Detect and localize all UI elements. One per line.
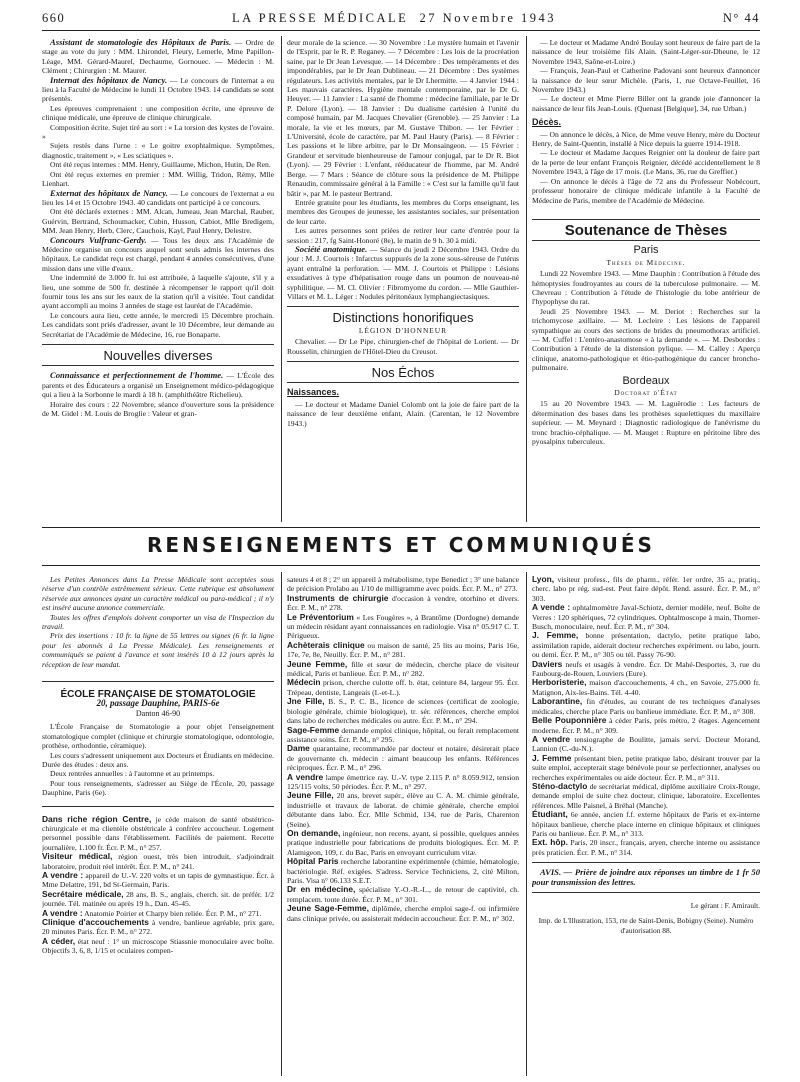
classified-ad	[42, 815, 274, 853]
paragraph: Les épreuves comprenaient : une composition écrite, une épreuve de clinique médicale, une épreuve de clinique chirurgicale.	[42, 103, 274, 123]
classified-ad	[287, 697, 519, 725]
printer-imprint: Imp. de L'Illustration, 153, rte de Saint-Denis, Bobigny (Seine). Numéro d'autorisation 88.	[538, 916, 754, 935]
classified-ad	[287, 791, 519, 829]
classified-ad-text: fin d'études, au courant de tes techniques d'analyses médicales, cherche place Paris ou banlieue immédiate. Écr. P. M., n° 308.	[532, 697, 760, 716]
paragraph: — Le docteur et Mme Pierre Biller ont la grande joie d'annoncer la naissance de leur fils Jean-Louis. (Quenast [Belgique], 34, rue Urban.)	[532, 94, 760, 113]
classified-ad-keyword: Médecin	[287, 677, 321, 688]
classified-ad-text: visiteur profess., fils de pharm., référ. 1er ordre, 35 a., pratiq., cherc. labo pr rég. sud-est. Peut faire dépôt. Rend. assuré. Écr. P. M., n° 303.	[532, 575, 760, 603]
paragraph: Les autres personnes sont priées de retirer leur carte d'entrée pour la session : 217, fg Saint-Honoré (8e), le matin de 9 h. 30 à midi.	[287, 226, 519, 245]
classified-ad-keyword: Dame	[287, 743, 310, 754]
subheading-legion: LÉGION D'HONNEUR	[358, 325, 448, 335]
column-2	[287, 38, 519, 522]
classified-ad-keyword: J. Femme,	[532, 630, 579, 641]
classified-ad-keyword: Dans riche région Centre,	[42, 813, 152, 824]
publisher-manager: Le gérant : F. Amirault.	[690, 901, 760, 910]
divider	[532, 862, 760, 863]
classified-ad-keyword: Hôpital Paris	[287, 856, 339, 867]
paragraph: Prix des insertions : 10 fr. la ligne de 55 lettres ou signes (6 fr. la ligne pour les abonnés à La Presse Médicale). Les renseignements et communiqués se paient à l'avance et sont insérés 10 à 12 jours après la réception de leur mandat.	[42, 631, 274, 669]
banner-rule-top	[42, 527, 760, 528]
paragraph: 15 au 20 Novembre 1943. — M. Laguërodie : Les facteurs de détermination des bases dans les prothèses squelettiques du maxillaire supérieur. — M. Meynard : Diagnostic radiologique de l'anévrisme du tronc brachio-céphalique. — M. Mauget : Rupture en péritoine libre des pyosalpinx tuberculeux.	[532, 399, 760, 447]
classified-ad-keyword: Étudiant,	[532, 809, 568, 820]
classified-ad-text: Anatomie Poirier et Charpy bien reliée. Écr. P. M., n° 271.	[82, 908, 262, 918]
classified-ad	[532, 631, 760, 659]
paragraph: Concours Vulfranc-Gerdy. — Tous les deux ans l'Académie de Médecine organise un concours auquel sont seuls admis les internes des hôpitaux. Le candidat reçu est chargé, pendant 4 années consécutives, d'une mission dans une ville d'eaux.	[42, 234, 274, 273]
classified-ad-text: spécialiste Y.-O.-R.-L., de retour de captivité, ch. remplacem. toute durée. Écr. P. M., n° 301.	[287, 885, 519, 904]
paragraph: Connaissance et perfectionnement de l'homme. — L'École des parents et des Éducateurs a organisé un Enseignement médico-pédagogique qui a lieu à la Sorbonne le mardi à 18 h. (amphithéâtre Richelieu).	[42, 370, 274, 400]
classified-ad	[532, 575, 760, 603]
banner-rule-bottom	[42, 565, 760, 566]
subheading-deces: Décès.	[532, 117, 562, 128]
classified-ad-text: ou maison de santé, 25 lits au moins, Paris 16e, 17e, 7e, 8e, Neuilly. Écr. P. M., n° 281.	[287, 640, 519, 660]
classified-ad-keyword: Lyon,	[532, 575, 555, 584]
classified-ad	[287, 829, 519, 857]
classified-ad-keyword: Sténo-dactylo	[532, 780, 588, 791]
page-header	[42, 8, 760, 28]
divider	[42, 806, 274, 807]
school-address: 20, passage Dauphine, PARIS-6e	[96, 698, 220, 709]
classified-ad	[287, 613, 519, 641]
paragraph: Les cours s'adressent uniquement aux Docteurs et Étudiants en médecine. Durée des études : deux ans.	[42, 750, 274, 769]
classified-ad	[532, 810, 760, 838]
divider	[532, 240, 760, 241]
classified-ad	[532, 660, 760, 679]
journal-title: LA PRESSE MÉDICALE 27 Novembre 1943	[232, 10, 557, 25]
classified-ad-keyword: A vendre	[532, 733, 571, 744]
classified-ad-text: diplômée, cherche emploi sage-f. ou infirmière dans clinique privée, ou assisterait médecin accoucheur. Écr. P. M., n° 302.	[287, 904, 519, 923]
classified-ad-text: état neuf : 1° un microscope Stiassnie monoculaire avec boîte. Objectifs 3, 6, 8, 1/15 et oculaires compen-	[42, 936, 274, 956]
paragraph: — On annonce le décès à l'âge de 72 ans du Professeur Nobécourt, professeur honoraire de clinique médicale infantile à la Faculté de Médecine de Paris, membre de l'Académie de Médecine.	[532, 176, 760, 205]
classified-ad-text: ingénieur, non recens. ayant, si possible, quelques années pratique industrielle pour fabrications de produits biologiques. Écr. M. P. Alamigeon, 109, r. du Bac, Paris en envoyant curriculum vitæ.	[287, 828, 519, 857]
classified-ad	[42, 871, 274, 890]
divider	[42, 365, 274, 366]
classified-ad-text: B. S., P. C. B., licence de sciences (certificat de zoologie, biologie générale, chimie biologique), tr. sér. références, cherche emploi dans labo de recherches médicales ou autre. Écr. P. M., n° 294.	[287, 697, 519, 726]
classified-ad-keyword: A vende :	[532, 602, 571, 613]
divider	[287, 306, 519, 307]
column-divider	[526, 572, 527, 1076]
paragraph: Ont été reçus externes en premier : MM. Willig, Tridon, Rémy, Mlle Lienhart.	[42, 169, 274, 189]
paragraph: Sujets restés dans l'urne : « Le goitre exophtalmique. Symptômes, diagnostic, traitement », « Les sciatiques ».	[42, 141, 274, 160]
classified-ad-keyword: A vendre :	[42, 907, 83, 918]
divider	[287, 382, 519, 383]
divider	[532, 892, 760, 893]
classified-ad	[532, 838, 760, 857]
classified-ad-text: neufs et usagés à vendre. Écr. Dr Mahé-Desportes, 3, rue du Faubourg-de-Rouen, Louviers (Eure).	[532, 659, 760, 679]
classified-ad-text: appareil de U.-V. 220 volts et un tapis de gymnastique. Écr. à Mme Delattre, 191, bd St-Germain, Paris.	[42, 870, 274, 890]
paragraph: Société anatomique. — Séance du jeudi 2 Décembre 1943. Ordre du jour : M. J. Courtois : Infarctus suppurés de la zone sous-séreuse de l'utérus ayant entraîné la perforation. — MM. J. Courtois et Philippe : Lésions exsudatives à type d'hépatisation rouge dans un poumon de nouveau-né syphilitique. — M. Cl. Olivier : Fibromyome du cordon. — Mlle Gauthier-Villars et M. L. Léger : Nodules péritonéaux lymphangiectasiques.	[287, 243, 519, 301]
classified-list	[42, 815, 274, 956]
classified-ad-text: prison, cherche culotte off. b. état, ceinture 84, largeur 95. Écr. Trépeau, dentiste, Langeais (I.-et-L.).	[287, 678, 519, 697]
paragraph: Deux rentrées annuelles : à l'automne et au printemps.	[50, 769, 215, 779]
issue-number: N° 44	[722, 10, 760, 25]
classified-ad-text: présentant bien, petite pratique labo, désirant trouver par la suite emploi, accepterait stage bénévole pour se perfectionner, analyses ou recherches expérimentales ou aide docteur. Écr. P. M., n° 311.	[532, 753, 760, 782]
divider	[42, 681, 274, 682]
classified-ad	[287, 744, 519, 772]
classified-ad	[287, 641, 519, 660]
classified-ad-text: à vendre, banlieue agréable, prix gare, 20 minutes Paris. Écr. P. M., n° 272.	[42, 918, 274, 937]
classified-ad	[42, 890, 274, 909]
classified-ad-keyword: Secrétaire médicale,	[42, 888, 124, 899]
classified-ad-keyword: J. Femme	[532, 752, 572, 763]
paragraph: Le concours aura lieu, cette année, le mercredi 15 Décembre prochain. Les candidats sont priés d'adresser, avant le 10 Décembre, leur demande au Secrétariat de l'Académie de Médecine, 16, rue Bonaparte.	[42, 310, 274, 339]
classified-ad-keyword: Belle Pouponnière	[532, 715, 607, 726]
school-name: ÉCOLE FRANÇAISE DE STOMATOLOGIE	[60, 689, 256, 701]
classified-ad	[532, 697, 760, 716]
paragraph: Internat des hôpitaux de Nancy. — Le concours de l'internat a eu lieu à la Faculté de Médecine le lundi 11 Octobre 1943. 14 candidats se sont présentés.	[42, 74, 274, 104]
column-divider	[526, 36, 527, 522]
divider	[532, 219, 760, 220]
classified-ad-text: maison d'accouchements, 4 ch., en Savoie, 275.000 fr. Matignon, Aix-les-Bains. Tél. 4-40.	[532, 678, 760, 697]
column-divider	[281, 36, 282, 522]
classified-ad-text: de secrétariat médical, diplôme auxiliaire Croix-Rouge, demande emploi de suite chez docteur, clinique, laboratoire. Excellentes références. Mlle Paisnel, à Bréhal (Manche).	[532, 781, 760, 810]
classified-ad	[287, 904, 519, 923]
paragraph: Chevalier. — Dr Le Pipe, chirurgien-chef de l'hôpital de Lorient. — Dr Rousselin, chirurgien de l'Hôtel-Dieu du Creusot.	[287, 337, 519, 356]
classified-ad-keyword: A vendre :	[42, 869, 84, 880]
subheading-doctorat: Doctorat d'État	[614, 388, 678, 397]
paragraph: Composition écrite. Sujet tiré au sort : « La torsion des kystes de l'ovaire. »	[42, 122, 274, 142]
paragraph: — François, Jean-Paul et Catherine Padovani sont heureux d'annoncer la naissance de leur sœur Michèle. (Paris, 1, rue Octave-Feuillet, 16 Novembre 1943.)	[532, 66, 760, 95]
section-heading-echos: Nos Échos	[371, 365, 435, 380]
paragraph: — Le docteur et Madame Jacques Reignier ont la douleur de faire part de la perte de leur enfant François Reignier, décédé accidentellement le 8 Novembre 1943, à l'âge de 17 mois. (Le Mans, 36, rue du Greffier.)	[532, 148, 760, 177]
classified-ad-keyword: Jeune Femme,	[287, 658, 348, 669]
column-divider	[281, 572, 282, 1076]
classified-ad	[287, 678, 519, 697]
classified-ad-keyword: Sage-Femme	[287, 724, 340, 735]
classified-ad	[287, 885, 519, 904]
classified-ad	[532, 716, 760, 735]
classified-ad-text: 6e année, ancien f.f. externe hôpitaux de Paris et ex-interne hôpitaux banlieue, cherche place interne en clinique hôpitaux et cliniques Paris ou banlieue. Écr. P. M., n° 313.	[532, 810, 760, 838]
classified-ad-keyword: Visiteur médical,	[42, 851, 113, 862]
classifieds-column-1	[42, 575, 274, 1075]
classified-ad-text: demande emploi clinique, hôpital, ou ferait remplacement assistance soins. Écr. P. M., n° 295.	[287, 725, 519, 744]
school-phone: Danton 46-90	[135, 708, 181, 718]
paragraph: Ont été déclarés externes : MM. Alcan, Jumeau, Jean Marchal, Rauber, Guérvin, Bertrand, Schoumacker, Cubin, Husson, Cabiot, Mlle Bredigem, MM. Jean Henry, Herb, Clerc, Cauchois, Kayl, Paul Henry, Delestre.	[42, 207, 274, 236]
classified-ad-keyword: Instruments de chirurgie	[287, 592, 389, 603]
classified-ad	[287, 857, 519, 885]
classified-ad-keyword: On demande,	[287, 827, 341, 838]
classified-ad-text: Paris, 20 inscr., français, aryen, cherche interne ou assistance près praticien. Écr. P. M., n° 314.	[532, 838, 760, 857]
paragraph: Externat des hôpitaux de Nancy. — Le concours de l'externat a eu lieu les 14 et 15 Octobre 1943. 40 candidats ont participé à ce concours.	[42, 187, 274, 207]
paragraph: — Le docteur et Madame Daniel Colomb ont la joie de faire part de la naissance de leur deuxième enfant, Alain. (Carentan, le 12 Novembre 1943.)	[287, 399, 519, 428]
section-heading-distinctions: Distinctions honorifiques	[332, 310, 474, 326]
paragraph: L'École Française de Stomatologie a pour objet l'enseignement stomatologique complet (clinique et chirurgie stomatologique, odontologie, prothèse, orthodontie, céramique).	[42, 722, 274, 751]
classified-ad	[287, 660, 519, 679]
paragraph: deur morale de la science. — 30 Novembre : Le mystère humain et l'avenir de l'Esprit, par le R. P. Reganey. — 7 Décembre : Les lois de la procréation saine, par le Dr Jean Levesque. — 14 Décembre : Des tempéraments et des impondérables, par le Dr Jean Dublineau. — 21 Décembre : Des systèmes régulateurs. Les activités mentales, par le Dr Lhermitte. — 4 Janvier 1944 : Les mauvais caractères. Hygiène mentale contemporaine, par le Dr G. Heuyer. — 11 Janvier : La santé de l'homme : médecine familiale, par le Dr P. Delore (Lyon). — 18 Janvier : Du dualisme cartésien à l'unité du composé humain, par M. Jacques Chevalier (Grenoble). — 25 Janvier : La morale, la vie et les mœurs, par M. Gustave Thibon. — 1er Février : L'Université, école de caractère, par M. Paul Haury (Paris). — 8 Février : Les passions et le libre arbitre, par le Dr Monsaingeon. — 15 Février : Grandeur et servitude bienheureuse de l'amour conjugal, par le Dr R. Biot (Lyon). — 29 Février : L'enfant, rééducateur de l'homme, par M. André Berge. — 7 Mars : Séance de clôture sous la présidence de M. Philippe Renaudin, commissaire général à la Famille : « C'est sur la famille qu'il faut bâtir », par M. le pasteur Bertrand.	[287, 38, 519, 198]
section-heading-nouvelles: Nouvelles diverses	[103, 348, 213, 363]
classified-ad-keyword: Clinique d'accouchements	[42, 917, 149, 927]
city-heading-paris: Paris	[633, 244, 659, 257]
paragraph: Les Petites Annonces dans La Presse Médicale sont acceptées sous réserve d'un contrôle extrêmement sérieux. Cette rubrique est absolument réservée aux annonces ayant un caractère médical ou para-médical ; il n'y est inséré aucune annonce commerciale.	[42, 575, 274, 613]
city-heading-bordeaux: Bordeaux	[622, 374, 670, 387]
classified-ad	[42, 937, 274, 956]
classified-ad	[287, 773, 519, 792]
classified-ad	[532, 603, 760, 631]
classified-ad	[42, 852, 274, 871]
classified-ad-text: « Les Fougères », à Brantôme (Dordogne) demande un médecin résidant ayant connaissances en radiologie. Visa n° 05.917 C. T. Périgueux.	[287, 612, 519, 641]
classified-ad-keyword: A vendre	[287, 771, 324, 782]
paragraph: Toutes les offres d'emplois doivent comporter un visa de l'Inspection du travail.	[42, 612, 274, 632]
classified-ad-text: région ouest, très bien introduit, s'adjoindrait laboratoire, produit réel intérêt. Écr. P. M., n° 241.	[42, 852, 274, 871]
classified-ad-keyword: Dr en médecine,	[287, 884, 356, 895]
classified-ad-keyword: Achèterais clinique	[287, 639, 365, 650]
section-banner: RENSEIGNEMENTS ET COMMUNIQUÉS	[147, 533, 655, 557]
notice-avis: AVIS. — Prière de joindre aux réponses un timbre de 1 fr 50 pour transmission des lettres.	[532, 867, 760, 887]
classified-ad-text: à céder Paris, près métro, 2 étages. Agencement moderne. Écr. P. M., n° 309.	[532, 716, 760, 735]
classified-ad-text: lampe émettrice ray. U.-V. type 2.115 P. n° 8.059.912, tension 125/115 volts, 50 périodes. Écr. P. M., n° 297.	[287, 772, 519, 791]
classified-ad	[532, 678, 760, 697]
classified-ad-text: d'occasion à vendre, otorhino et divers. Écr. P. M., n° 278.	[287, 593, 519, 613]
classifieds-column-3	[532, 575, 760, 1075]
classified-ad-keyword: Laborantine,	[532, 696, 583, 707]
issue-date: 27 Novembre 1943	[419, 10, 557, 25]
classified-ad-keyword: Jeune Fille,	[287, 790, 334, 801]
classified-ad-keyword: Jeune Sage-Femme,	[287, 903, 369, 914]
school-heading	[42, 690, 274, 718]
classified-ad	[287, 594, 519, 613]
classifieds-column-2	[287, 575, 519, 1075]
column-3	[532, 38, 760, 522]
classified-ad-keyword: A céder,	[42, 935, 76, 946]
classified-ad-text: recherche laborantine expérimentée (chimie, hématologie, bactériologie. Réf. exigées. S'adress. Service Techniciens, 2, cité Milton, Paris. Visa n° 06.133 S.E.T.	[287, 857, 519, 885]
paragraph: Entrée gratuite pour les étudiants, les membres du Corps enseignant, les membres des Groupes de jeunesse, les assistantes sociales, sur présentation de leur carte.	[287, 197, 519, 226]
divider	[287, 361, 519, 362]
classified-ad-text: quarantaine, recommandée par docteur et notaire, désirerait place de gouvernante ch. médecin : aimant beaucoup les enfants. Références réciproques. Écr. P. M., n° 296.	[287, 744, 519, 773]
classified-ad-keyword: Daviers	[532, 658, 563, 669]
page-number: 660	[42, 10, 66, 25]
classified-ad	[287, 726, 519, 745]
paragraph: — On annonce le décès, à Nice, de Mme veuve Henry, mère du Docteur Henry, de Saint-Quentin, installé à Nice depuis la guerre 1914-1918.	[532, 129, 760, 149]
paragraph: Pour tous renseignements, s'adresser au Siège de l'École, 20, passage Dauphine, Paris (6e).	[42, 778, 274, 798]
classified-ad	[532, 735, 760, 754]
paragraph: Lundi 22 Novembre 1943. — Mme Dauphin : Contribution à l'étude des hémoptysies foudroyantes au cours de la tuberculose pulmonaire. — M. Chevreau : Contribution à l'étude de l'histologie du lobe antérieur de l'hypophyse du rat.	[532, 269, 760, 307]
classified-list	[532, 575, 760, 857]
classified-ad-text: bonne présentation, dactylo, petite pratique labo, assimilation rapide, aiderait docteur recherches expériment. ou labo, journ. ou demi. Écr. P. M., n° 305 ou tél. Passy 76-90.	[532, 631, 760, 660]
header-rule	[42, 30, 760, 31]
classified-ad-keyword: Ext. hôp.	[532, 837, 568, 848]
classified-ad-keyword: Le Préventorium	[287, 611, 354, 622]
classified-ad-text: je cède maison de santé obstétrico-chirurgicale et ma clientèle obstétricale à confrère accoucheur. Logement personnel possible dans l'établissement. Facilités de paiement. Recette journalière, 1.100 fr. Écr. P. M., n° 257.	[42, 814, 274, 852]
classified-ad	[532, 782, 760, 810]
classified-ad-text: fille et sœur de médecin, cherche place de visiteur médical, Paris et banlieue. Écr. P. M., n° 282.	[287, 659, 519, 679]
section-heading-soutenance: Soutenance de Thèses	[564, 221, 728, 239]
classified-ad	[42, 918, 274, 937]
paragraph: Une indemnité de 3.000 fr. lui est attribuée, à laquelle s'ajoute, s'il y a lieu, une somme de 500 fr. destinée à récompenser le rapport qu'il doit fournir tous les ans sur les eaux de la station qu'il a visitée. Tout candidat ayant accompli au moins 3 années de stage est lauréat de l'Académie.	[42, 273, 274, 311]
column-1	[42, 38, 274, 522]
classified-ad: sateurs 4 et 8 ; 2° un appareil à métabolisme, type Benedict ; 3° une balance de précision Prolabo au 1/10 de milligramme avec poids. Écr. P. M., n° 273.	[287, 575, 519, 594]
classified-ad	[532, 754, 760, 782]
classified-ad-keyword: Herboristerie,	[532, 677, 587, 688]
paragraph: Assistant de stomatologie des Hôpitaux de Paris. — Ordre de stage au vote du jury : MM. Lhirondel, Fleury, Lemerle, Mme Papillon-Léage, MM. Gérard-Maurel, Dechaume, Gornouec. — Médecin : M. Clément ; Chirurgien : M. Maurer.	[42, 38, 274, 76]
subheading-theses: Thèses de Médecine.	[606, 257, 686, 267]
subheading-naissances: Naissances.	[287, 387, 340, 398]
divider	[42, 344, 274, 345]
classified-ad-text: 28 ans, B. S., anglais, cherch. sit. de préfér. 1/2 journée. Tél. matinée ou après 19 h., Dan. 45-45.	[42, 889, 274, 909]
classified-ad-text: tensiographe de Boulitte, jamais servi. Docteur Morand, Lannion (C.-du-N.).	[532, 734, 760, 754]
paragraph: Ont été reçus internes : MM. Henry, Guillaume, Michon, Hutin, De Ren.	[50, 160, 271, 170]
paragraph: — Le docteur et Madame André Boulay sont heureux de faire part de la naissance de leur troisième fils Alain. (Saint-Léger-sur-Dheune, le 12 Novembre 1943, Saône-et-Loire.)	[532, 38, 760, 66]
classified-ad-text: 20 ans, brevet supér., élève au C. A. M. chimie générale, industrielle et travaux de laborat. de chimie générale, cherche emploi débutante dans labo. Écr. Mlle Schmid, 134, rue de Paris, Charenton (Seine).	[287, 791, 519, 829]
paragraph: Horaire des cours : 22 Novembre, séance d'ouverture sous la présidence de M. Gidel : M. Louis de Broglie : Valeur et gran-	[42, 399, 274, 419]
classified-ad-text: ophtalmomètre Javal-Schiotz, dernier modèle, neuf. Boîte de Verres : 120 sphériques, 72 cylindriques. Ophtalmoscope à main, Thorner-Busch, monoculaire, neuf. Écr. P. M., n° 304.	[532, 603, 760, 632]
paragraph: Jeudi 25 Novembre 1943. — M. Deriot : Recherches sur la trichomycose axillaire. — M. Lecleire : Les lésions de l'appareil sympathique au cours des sections de brides du pneumothorax artificiel. — M. Cuffel : L'entéro-anastomose « à la demande ». — M. Desbordes : Contribution à l'étude de la distension pylique. — M. Calley : Aperçu clinique, anatomo-pathologique et étio-pathogénique du cancer broncho-pulmonaire.	[532, 306, 760, 373]
classified-ad-keyword: Jne Fille,	[287, 696, 325, 707]
classified-list	[287, 594, 519, 923]
